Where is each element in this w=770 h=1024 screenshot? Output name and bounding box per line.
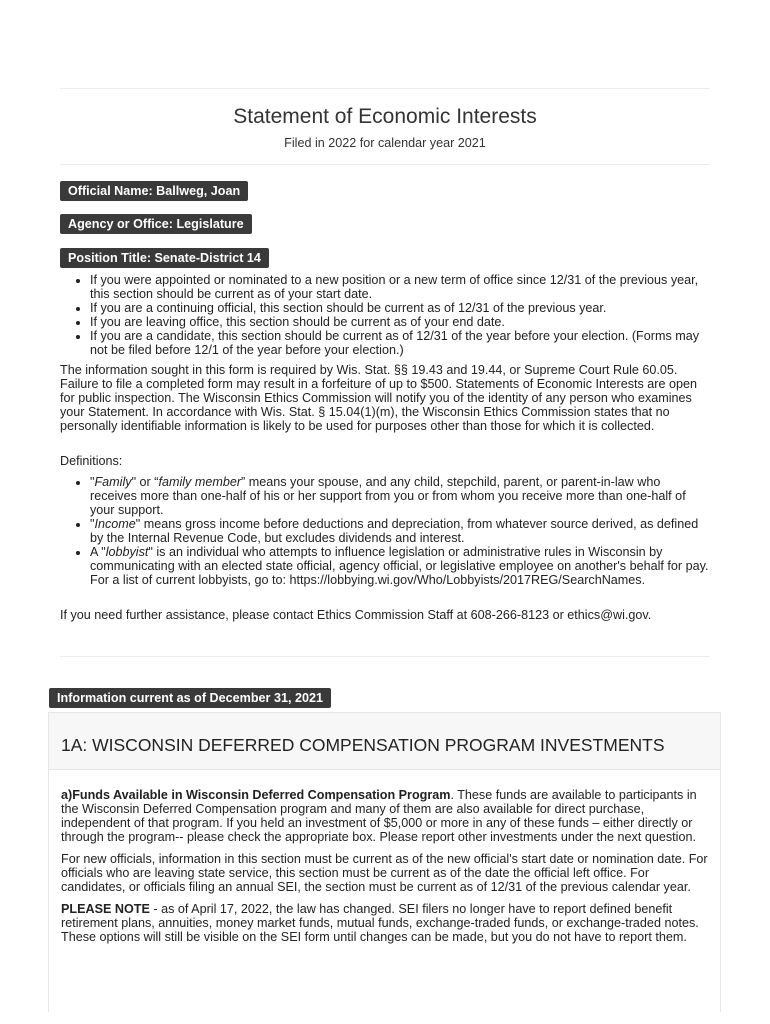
list-item: • If you are leaving office, this section should be current as of your end date. xyxy=(90,315,710,329)
info-paragraph: The information sought in this form is required by Wis. Stat. §§ 19.43 and 19.44, or Supreme Court Rule 60.05. Failure to file a completed form may result in a forfeiture of up to $500. Statements of Economic Interests are open for public inspection. The Wisconsin Ethics Commission will notify you of the identity of any person who examines your Statement. In accordance with Wis. Stat. § 15.04(1)(m), the Wisconsin Ethics Commission states that no personally identifiable information is likely to be used for purposes other than those for which it is collected. xyxy=(60,363,698,433)
assistance-paragraph: If you need further assistance, please contact Ethics Commission Staff at 608-266-8123 or ethics@wi.gov. xyxy=(60,608,652,622)
page-title: Statement of Economic Interests xyxy=(233,105,537,128)
funds-heading: a)Funds Available in Wisconsin Deferred Compensation Program xyxy=(61,788,451,802)
top-divider xyxy=(60,88,710,89)
ethics-email-link[interactable]: ethics@wi.gov xyxy=(567,608,648,622)
definition-family: • "Family" or “family member” means your spouse, and any child, stepchild, parent, or parent-in-law who receives more than one-half of his or her support from you or from whom you receive more than one-half of your support. xyxy=(90,475,710,517)
agency-badge: Agency or Office: Legislature xyxy=(60,214,252,234)
section-1a-title: 1A: WISCONSIN DEFERRED COMPENSATION PROGRAM INVESTMENTS xyxy=(61,735,665,755)
term-family: Family xyxy=(94,475,132,489)
definition-lobbyist: • A "lobbyist" is an individual who attempts to influence legislation or administrative rules in Wisconsin by communicating with an elected state official, agency official, or legislative employee on another's behalf for pay. For a list of current lobbyists, go to: https://lobbying.wi.gov/Who/Lobbyists/2017REG/SearchNames. xyxy=(90,545,710,587)
term-family-member: family member xyxy=(158,475,242,489)
term-lobbyist: lobbyist xyxy=(105,545,149,559)
position-badge: Position Title: Senate-District 14 xyxy=(60,248,269,268)
section-1a-card xyxy=(48,712,721,1012)
definitions-list xyxy=(60,475,710,587)
list-item: • If you are a continuing official, this section should be current as of 12/31 of the previous year. xyxy=(90,301,710,315)
note-heading: PLEASE NOTE xyxy=(61,902,150,916)
section-1a-body xyxy=(49,770,720,944)
page-subtitle: Filed in 2022 for calendar year 2021 xyxy=(284,136,486,150)
instructions-list xyxy=(60,273,710,357)
funds-paragraph: a)Funds Available in Wisconsin Deferred Compensation Program. These funds are available to participants in the Wisconsin Deferred Compensation program and many of them are also available for direct purchase, independent of that program. If you held an investment of $5,000 or more in any of these funds – either directly or through the program-- please check the appropriate box. Please report other investments under the next question. xyxy=(61,788,697,844)
header-divider xyxy=(60,164,710,165)
section-divider xyxy=(60,656,710,657)
definitions-label: Definitions: xyxy=(60,454,123,468)
note-paragraph: PLEASE NOTE - as of April 17, 2022, the law has changed. SEI filers no longer have to report defined benefit retirement plans, annuities, money market funds, mutual funds, exchange-traded funds, or exchange-traded notes. These options will still be visible on the SEI form until changes can be made, but you do not have to report them. xyxy=(61,902,699,944)
list-item: • If you were appointed or nominated to a new position or a new term of office since 12/31 of the previous year, this section should be current as of your start date. xyxy=(90,273,710,301)
term-income: Income xyxy=(94,517,136,531)
new-officials-paragraph: For new officials, information in this section must be current as of the new official's start date or nomination date. For officials who are leaving state service, this section must be current as of the date the official left office. For candidates, or officials filing an annual SEI, the section must be current as of 12/31 of the previous calendar year. xyxy=(61,852,708,894)
official-name-badge: Official Name: Ballweg, Joan xyxy=(60,181,248,201)
lobbyist-search-link[interactable]: https://lobbying.wi.gov/Who/Lobbyists/2017REG/SearchNames xyxy=(289,573,642,587)
current-as-of-badge: Information current as of December 31, 2021 xyxy=(49,688,331,708)
list-item: • If you are a candidate, this section should be current as of 12/31 of the year before your election. (Forms may not be filed before 12/1 of the year before your election.) xyxy=(90,329,710,357)
definition-income: • "Income" means gross income before deductions and depreciation, from whatever source derived, as defined by the Internal Revenue Code, but excludes dividends and interest. xyxy=(90,517,710,545)
section-1a-header xyxy=(49,713,720,770)
